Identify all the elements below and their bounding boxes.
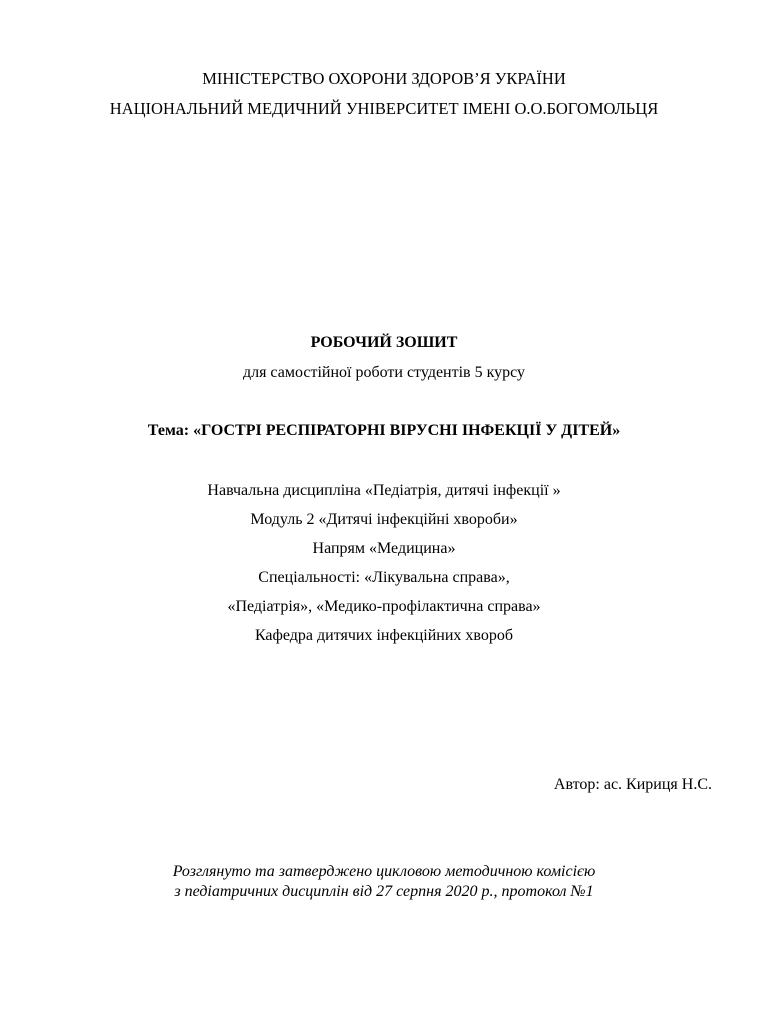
university-heading: НАЦІОНАЛЬНИЙ МЕДИЧНИЙ УНІВЕРСИТЕТ ІМЕНІ О.О.БОГОМОЛЬЦЯ <box>109 99 659 118</box>
department-line: Кафедра дитячих інфекційних хвороб <box>254 627 514 644</box>
author-line: Автор: ас. Кириця Н.С. <box>553 776 712 793</box>
approval-line-2: з педіатричних дисциплін від 27 серпня 2020 р., протокол №1 <box>174 883 594 900</box>
document-subtitle: для самостійної роботи студентів 5 курсу <box>242 364 526 381</box>
module-line: Модуль 2 «Дитячі інфекційні хвороби» <box>250 511 518 528</box>
topic-heading: Тема: «ГОСТРІ РЕСПІРАТОРНІ ВІРУСНІ ІНФЕКЦІЇ У ДІТЕЙ» <box>147 422 621 439</box>
discipline-line: Навчальна дисципліна «Педіатрія, дитячі інфекції » <box>207 482 561 499</box>
specialties-line-2: «Педіатрія», «Медико-профілактична справа» <box>227 598 541 615</box>
document-title: РОБОЧИЙ ЗОШИТ <box>310 334 458 351</box>
specialties-line-1: Спеціальності: «Лікувальна справа», <box>258 569 510 586</box>
direction-line: Напрям «Медицина» <box>312 540 456 557</box>
ministry-heading: МІНІСТЕРСТВО ОХОРОНИ ЗДОРОВ’Я УКРАЇНИ <box>202 69 566 88</box>
approval-line-1: Розглянуто та затверджено цикловою методичною комісією <box>172 863 596 880</box>
